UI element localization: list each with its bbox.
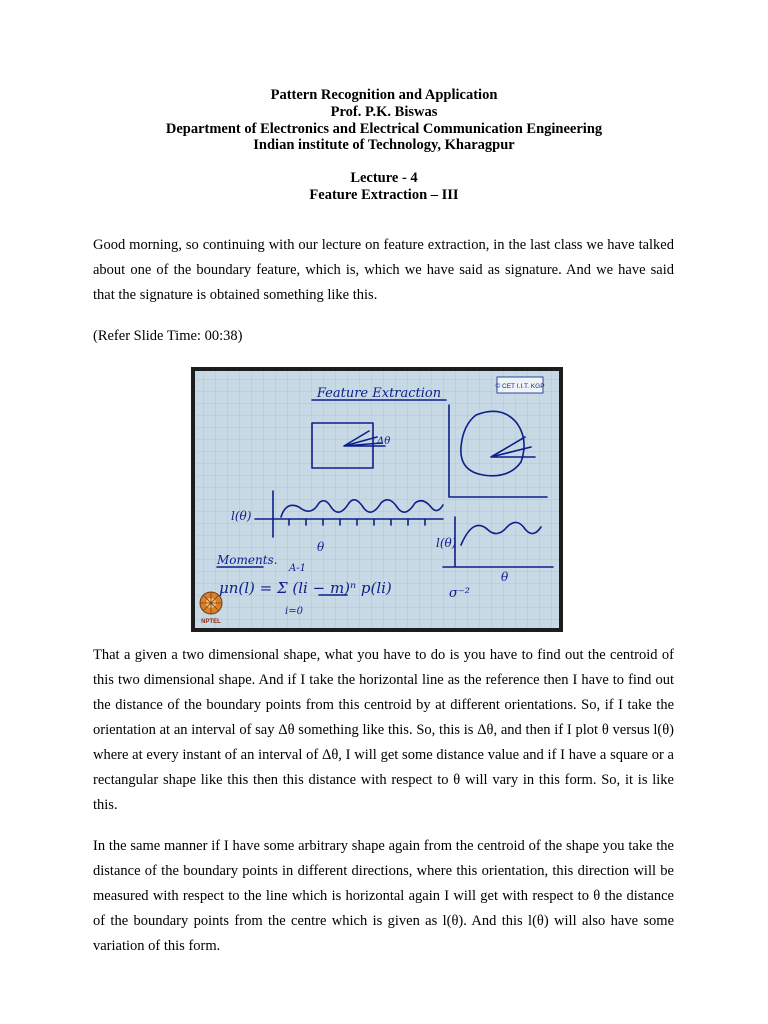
- sum-upper-limit: A-1: [289, 563, 306, 574]
- lecture-number: Lecture - 4: [350, 170, 418, 187]
- lecture-slide-image: [191, 367, 563, 632]
- paragraph-intro: Good morning, so continuing with our lecture on feature extraction, in the last class we have talked about one of the boundary feature, which is, which we have said as signature. And we have said that the signature is obtained something like this.: [93, 237, 674, 303]
- lecture-topic: Feature Extraction – III: [309, 186, 459, 203]
- department-name: Department of Electronics and Electrical Communication Engineering: [165, 120, 603, 137]
- sum-lower-limit: i=0: [285, 606, 303, 617]
- theta-label-left: θ: [317, 540, 325, 554]
- refer-slide-time: (Refer Slide Time: 00:38): [93, 328, 243, 344]
- moments-label: Moments.: [217, 553, 278, 567]
- slide-title: Feature Extraction: [316, 386, 442, 401]
- paragraph-arbitrary-shape: In the same manner if I have some arbitrary shape again from the centroid of the shape you take the distance of the boundary points in different directions, where this orientation, this direction will be measured with respect to the line which is horizontal again I will get with respect to θ the distance of the boundary points from the centre which is given as l(θ). And this l(θ) will also have some variation of this form.: [93, 838, 674, 954]
- professor-name: Prof. P.K. Biswas: [330, 103, 438, 120]
- moments-formula: μn(l) = Σ (li − m)ⁿ p(li): [219, 579, 392, 597]
- l-theta-label-right: l(θ): [436, 536, 457, 550]
- paragraph-centroid: That a given a two dimensional shape, what you have to do is you have to find out the centroid of this two dimensional shape. And if I take the horizontal line as the reference then I have to find out the distance of the boundary points from this centroid by at different orientations. So, if I take the orientation at an interval of say Δθ something like this. So, this is Δθ, and then if I plot θ versus l(θ) where at every instant of an interval of Δθ, I will get some distance value and if I have a square or a rectangular shape like this then this distance with respect to θ will vary in this form. So, it is like this.: [93, 647, 674, 813]
- delta-theta-label: Δθ: [377, 436, 391, 447]
- theta-label-right: θ: [501, 570, 509, 584]
- copyright-text: © CET I.I.T. KGP: [495, 383, 545, 390]
- course-title: Pattern Recognition and Application: [270, 87, 498, 103]
- nptel-logo-icon: [200, 592, 222, 625]
- l-theta-label-left: l(θ): [231, 509, 252, 523]
- document-header: [0, 87, 768, 204]
- sigma-label: σ⁻²: [449, 586, 470, 601]
- nptel-logo-text: NPTEL: [201, 619, 221, 625]
- institute-name: Indian institute of Technology, Kharagpur: [253, 137, 515, 154]
